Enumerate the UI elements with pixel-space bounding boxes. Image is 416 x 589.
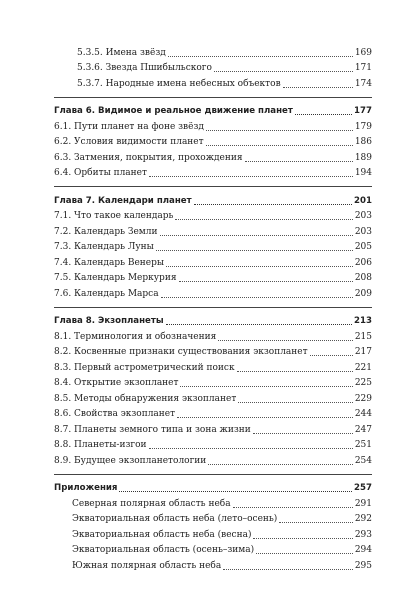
toc-entry-title: Приложения xyxy=(54,483,118,493)
toc-entry-title: Глава 6. Видимое и реальное движение планет xyxy=(54,106,293,116)
toc-section-entry[interactable] xyxy=(54,327,372,343)
toc-section-entry[interactable] xyxy=(54,222,372,238)
dot-leader xyxy=(238,402,352,403)
toc-page-number: 215 xyxy=(354,331,372,342)
toc-page-number: 293 xyxy=(354,529,372,540)
toc-section-entry[interactable] xyxy=(54,148,372,164)
toc-entry-title: 6.4. Орбиты планет xyxy=(54,168,147,178)
toc-entry-title: 7.2. Календарь Земли xyxy=(54,226,158,237)
dot-leader xyxy=(253,538,352,539)
toc-section-entry[interactable] xyxy=(54,207,372,223)
toc-page-number: 169 xyxy=(354,47,372,58)
toc-section-entry[interactable] xyxy=(54,405,372,421)
dot-leader xyxy=(177,417,353,418)
dot-leader xyxy=(310,355,353,356)
dot-leader xyxy=(179,281,353,282)
toc-section-entry[interactable] xyxy=(54,420,372,436)
toc-entry-title: 8.1. Терминология и обозначения xyxy=(54,331,217,342)
toc-section-entry[interactable] xyxy=(54,133,372,149)
dot-leader xyxy=(223,569,353,570)
toc-section-entry[interactable] xyxy=(54,343,372,359)
dot-leader xyxy=(214,71,353,72)
toc-section-entry[interactable] xyxy=(54,436,372,452)
toc-entry-title: Северная полярная область неба xyxy=(72,498,231,509)
toc-chapter-heading[interactable] xyxy=(54,191,372,207)
dot-leader xyxy=(161,297,353,298)
toc-page-number: 174 xyxy=(354,78,372,89)
toc-appendix-entry[interactable] xyxy=(54,494,372,510)
toc-page-number: 291 xyxy=(354,498,372,509)
toc-subsection-entry[interactable] xyxy=(54,59,372,75)
toc-entry-title: 6.2. Условия видимости планет xyxy=(54,137,204,147)
toc-entry-title: 8.9. Будущее экзопланетологии xyxy=(54,455,207,466)
toc-page-number: 171 xyxy=(354,63,372,73)
toc-page-number: 206 xyxy=(354,257,372,268)
toc-entry-title: Экваториальная область неба (весна) xyxy=(72,529,252,540)
table-of-contents xyxy=(54,43,372,572)
toc-entry-title: 5.3.6. Звезда Пшибыльского xyxy=(77,63,212,73)
toc-page-number: 247 xyxy=(354,424,372,435)
toc-entry-title: Экваториальная область (осень–зима) xyxy=(72,545,255,555)
toc-entry-title: 7.6. Календарь Марса xyxy=(54,288,159,299)
toc-appendix-entry[interactable] xyxy=(54,525,372,541)
dot-leader xyxy=(194,204,352,205)
dot-leader xyxy=(149,176,353,177)
dot-leader xyxy=(279,522,353,523)
toc-chapter-heading[interactable] xyxy=(54,312,372,328)
toc-page-number: 251 xyxy=(354,440,372,450)
section-divider xyxy=(54,474,372,475)
toc-entry-title: 6.3. Затмения, покрытия, прохождения xyxy=(54,152,243,163)
toc-entry-title: 8.5. Методы обнаружения экзопланет xyxy=(54,393,237,404)
toc-entry-title: Южная полярная область неба xyxy=(72,560,222,571)
toc-entry-title: 7.4. Календарь Венеры xyxy=(54,257,165,268)
toc-page-number: 213 xyxy=(354,316,372,326)
toc-entry-title: 8.6. Свойства экзопланет xyxy=(54,409,176,419)
dot-leader xyxy=(160,235,353,236)
dot-leader xyxy=(256,553,353,554)
toc-appendix-entry[interactable] xyxy=(54,541,372,557)
toc-page-number: 205 xyxy=(354,242,372,252)
section-divider xyxy=(54,186,372,187)
toc-appendix-entry[interactable] xyxy=(54,556,372,572)
dot-leader xyxy=(156,250,353,251)
dot-leader xyxy=(237,371,353,372)
toc-page-number: 203 xyxy=(354,211,372,221)
toc-page-number: 294 xyxy=(354,545,372,555)
dot-leader xyxy=(218,340,353,341)
toc-page-number: 244 xyxy=(354,409,372,419)
dot-leader xyxy=(168,56,353,57)
toc-page-number: 295 xyxy=(354,560,372,571)
section-divider xyxy=(54,307,372,308)
dot-leader xyxy=(180,386,352,387)
dot-leader xyxy=(208,464,353,465)
toc-page-number: 229 xyxy=(354,393,372,404)
toc-section-entry[interactable] xyxy=(54,451,372,467)
toc-page-number: 217 xyxy=(354,347,372,357)
toc-entry-title: 7.5. Календарь Меркурия xyxy=(54,273,177,283)
toc-entry-title: Глава 7. Календари планет xyxy=(54,195,192,206)
dot-leader xyxy=(295,114,352,115)
toc-page-number: 209 xyxy=(354,288,372,299)
toc-chapter-heading[interactable] xyxy=(54,479,372,495)
toc-chapter-heading[interactable] xyxy=(54,102,372,118)
toc-page-number: 189 xyxy=(354,152,372,163)
toc-entry-title: Глава 8. Экзопланеты xyxy=(54,316,164,326)
toc-page-number: 201 xyxy=(354,195,372,206)
dot-leader xyxy=(166,266,353,267)
dot-leader xyxy=(233,507,353,508)
toc-page-number: 203 xyxy=(354,226,372,237)
toc-subsection-entry[interactable] xyxy=(54,74,372,90)
toc-entry-title: 7.1. Что такое календарь xyxy=(54,211,174,221)
toc-page-number: 221 xyxy=(354,362,372,373)
toc-page-number: 179 xyxy=(354,121,372,132)
toc-entry-title: 5.3.5. Имена звёзд xyxy=(77,47,166,58)
toc-entry-title: 8.8. Планеты-изгои xyxy=(54,440,147,450)
toc-page-number: 292 xyxy=(354,514,372,524)
toc-section-entry[interactable] xyxy=(54,269,372,285)
dot-leader xyxy=(283,87,353,88)
dot-leader xyxy=(245,161,353,162)
toc-page-number: 194 xyxy=(354,168,372,178)
toc-entry-title: 8.4. Открытие экзопланет xyxy=(54,378,179,388)
toc-entry-title: 8.7. Планеты земного типа и зона жизни xyxy=(54,424,251,435)
toc-section-entry[interactable] xyxy=(54,117,372,133)
section-divider xyxy=(54,97,372,98)
toc-page-number: 208 xyxy=(354,273,372,283)
toc-page-number: 177 xyxy=(354,106,372,116)
toc-page-number: 225 xyxy=(354,378,372,388)
toc-section-entry[interactable] xyxy=(54,164,372,180)
toc-section-entry[interactable] xyxy=(54,238,372,254)
toc-section-entry[interactable] xyxy=(54,358,372,374)
dot-leader xyxy=(119,491,352,492)
toc-entry-title: 8.3. Первый астрометрический поиск xyxy=(54,362,235,373)
toc-section-entry[interactable] xyxy=(54,253,372,269)
toc-subsection-entry[interactable] xyxy=(54,43,372,59)
toc-section-entry[interactable] xyxy=(54,374,372,390)
dot-leader xyxy=(206,130,353,131)
toc-entry-title: Экваториальная область неба (лето–осень) xyxy=(72,514,278,524)
toc-page-number: 257 xyxy=(354,483,372,493)
toc-section-entry[interactable] xyxy=(54,389,372,405)
dot-leader xyxy=(206,145,353,146)
dot-leader xyxy=(253,433,353,434)
toc-entry-title: 7.3. Календарь Луны xyxy=(54,242,154,252)
toc-page-number: 254 xyxy=(354,455,372,466)
dot-leader xyxy=(166,324,352,325)
dot-leader xyxy=(175,219,352,220)
toc-page-number: 186 xyxy=(354,137,372,147)
toc-section-entry[interactable] xyxy=(54,284,372,300)
toc-appendix-entry[interactable] xyxy=(54,510,372,526)
dot-leader xyxy=(149,448,353,449)
toc-entry-title: 5.3.7. Народные имена небесных объектов xyxy=(77,78,281,89)
toc-entry-title: 8.2. Косвенные признаки существования экзопланет xyxy=(54,347,308,357)
toc-entry-title: 6.1. Пути планет на фоне звёзд xyxy=(54,121,204,132)
